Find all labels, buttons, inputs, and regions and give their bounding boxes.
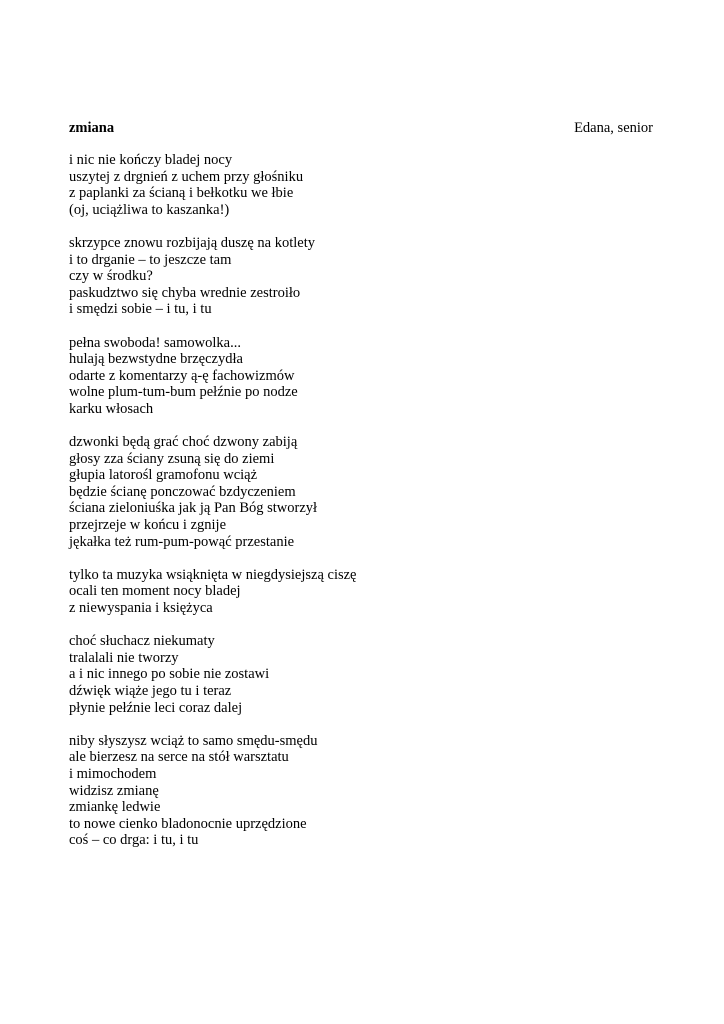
poem-header [69,119,653,139]
poem-line: paskudztwo się chyba wrednie zestroiło [69,284,301,301]
poem-title: zmiana [69,120,115,136]
poem-line: a i nic innego po sobie nie zostawi [69,666,270,683]
poem-line: (oj, uciążliwa to kaszanka!) [69,201,230,218]
poem-author: Edana, senior [574,120,653,136]
poem-line: i smędzi sobie – i tu, i tu [69,301,212,318]
poem-line: uszytej z drgnień z uchem przy głośniku [69,168,304,185]
poem-line: karku włosach [69,400,154,417]
poem-line: dźwięk wiąże jego tu i teraz [69,683,232,699]
poem-line: i nic nie kończy bladej nocy [69,152,233,168]
poem-line: i to drganie – to jeszcze tam [69,251,232,268]
poem-stanza [69,152,669,218]
poem-line: hulają bezwstydne brzęczydła [69,351,243,368]
poem-stanza [69,335,669,418]
poem-stanza [69,733,669,849]
poem-line: ściana zieloniuśka jak ją Pan Bóg stworzył [69,500,318,517]
poem-line: z niewyspania i księżyca [69,600,213,617]
poem-line: jękałka też rum-pum-powąć przestanie [69,533,295,550]
poem-stanza [69,235,669,318]
poem-line: ale bierzesz na serce na stół warsztatu [69,749,289,766]
poem-line: głosy zza ściany zsuną się do ziemi [69,450,275,467]
poem-stanza [69,434,669,550]
poem-stanza [69,633,669,716]
poem-line: i mimochodem [69,765,157,782]
poem-line: widzisz zmianę [69,782,159,799]
poem-body [69,152,669,866]
poem-line: płynie pełźnie leci coraz dalej [69,699,243,716]
poem-line: z paplanki za ścianą i bełkotku we łbie [69,185,294,202]
poem-line: odarte z komentarzy ą-ę fachowizmów [69,367,295,384]
poem-line: to nowe cienko bladonocnie uprzędzione [69,815,307,832]
poem-line: choć słuchacz niekumaty [69,633,215,650]
poem-line: niby słyszysz wciąż to samo smędu-smędu [69,732,318,749]
poem-line: czy w środku? [69,268,153,285]
poem-line: skrzypce znowu rozbijają duszę na kotlety [69,234,316,251]
poem-line: dzwonki będą grać choć dzwony zabiją [69,434,298,451]
poem-line: ocali ten moment nocy bladej [69,583,241,600]
poem-line: będzie ścianę ponczować bzdyczeniem [69,483,296,500]
poem-line: głupia latorośl gramofonu wciąż [69,467,258,484]
poem-line: zmiankę ledwie [69,799,161,816]
poem-line: pełna swoboda! samowolka... [69,334,241,351]
poem-line: tralalali nie tworzy [69,649,179,666]
poem-line: wolne plum-tum-bum pełźnie po nodze [69,384,298,401]
poem-line: przejrzeje w końcu i zgnije [69,517,227,534]
poem-line: coś – co drga: i tu, i tu [69,832,199,849]
poem-line: tylko ta muzyka wsiąknięta w niegdysiejszą ciszę [69,566,357,583]
poem-stanza [69,567,669,617]
